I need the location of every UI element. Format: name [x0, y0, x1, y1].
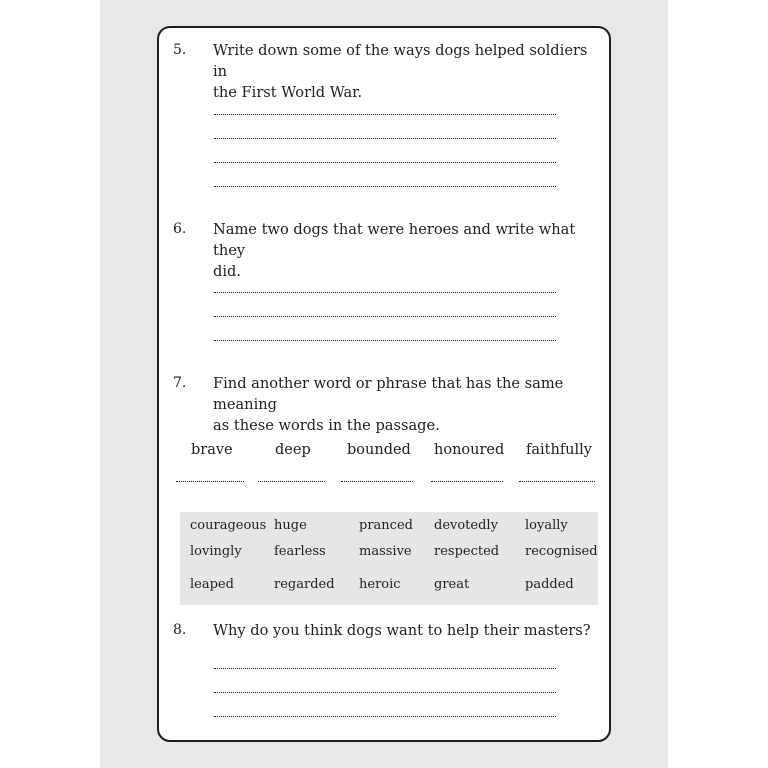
question-8-number: 8. — [173, 622, 187, 638]
word-bank-item: loyally — [525, 518, 568, 533]
question-6-number: 6. — [173, 221, 187, 237]
target-word-faithfully: faithfully — [526, 442, 592, 458]
word-bank-item: regarded — [274, 577, 335, 592]
question-6-line-2: did. — [213, 263, 241, 280]
answer-line[interactable] — [214, 668, 556, 669]
target-word-deep: deep — [275, 442, 311, 458]
target-word-honoured: honoured — [434, 442, 505, 458]
word-answer-line-honoured[interactable] — [431, 481, 503, 482]
answer-line[interactable] — [214, 114, 556, 115]
question-6-text — [213, 219, 598, 282]
word-bank-item: lovingly — [190, 544, 242, 559]
word-answer-line-faithfully[interactable] — [519, 481, 595, 482]
answer-line[interactable] — [214, 162, 556, 163]
answer-line[interactable] — [214, 716, 556, 717]
word-bank-item: fearless — [274, 544, 326, 559]
question-5-line-1: Write down some of the ways dogs helped soldiers in — [213, 42, 588, 80]
word-answer-line-brave[interactable] — [176, 481, 244, 482]
word-bank — [180, 512, 598, 605]
question-7-line-1: Find another word or phrase that has the same meaning — [213, 375, 564, 413]
word-bank-item: leaped — [190, 577, 234, 592]
question-6-line-1: Name two dogs that were heroes and write what they — [213, 221, 576, 259]
word-bank-item: padded — [525, 577, 574, 592]
answer-line[interactable] — [214, 316, 556, 317]
word-answer-line-deep[interactable] — [258, 481, 325, 482]
word-bank-item: recognised — [525, 544, 598, 559]
question-5-number: 5. — [173, 42, 187, 58]
answer-line[interactable] — [214, 340, 556, 341]
target-word-bounded: bounded — [347, 442, 411, 458]
answer-line[interactable] — [214, 186, 556, 187]
question-7-text — [213, 373, 598, 436]
word-bank-item: courageous — [190, 518, 267, 533]
target-word-brave: brave — [191, 442, 233, 458]
answer-line[interactable] — [214, 138, 556, 139]
word-bank-item: great — [434, 577, 470, 592]
word-bank-item: devotedly — [434, 518, 498, 533]
answer-line[interactable] — [214, 692, 556, 693]
word-answer-line-bounded[interactable] — [341, 481, 413, 482]
question-8-text — [213, 620, 598, 641]
word-bank-item: pranced — [359, 518, 413, 533]
word-bank-item: massive — [359, 544, 412, 559]
answer-line[interactable] — [214, 292, 556, 293]
question-7-number: 7. — [173, 375, 187, 391]
word-bank-item: respected — [434, 544, 500, 559]
word-bank-item: heroic — [359, 577, 401, 592]
question-5-text — [213, 40, 598, 103]
word-bank-item: huge — [274, 518, 307, 533]
question-5-line-2: the First World War. — [213, 84, 363, 101]
question-7-line-2: as these words in the passage. — [213, 417, 440, 434]
question-8-line-1: Why do you think dogs want to help their masters? — [213, 622, 591, 639]
